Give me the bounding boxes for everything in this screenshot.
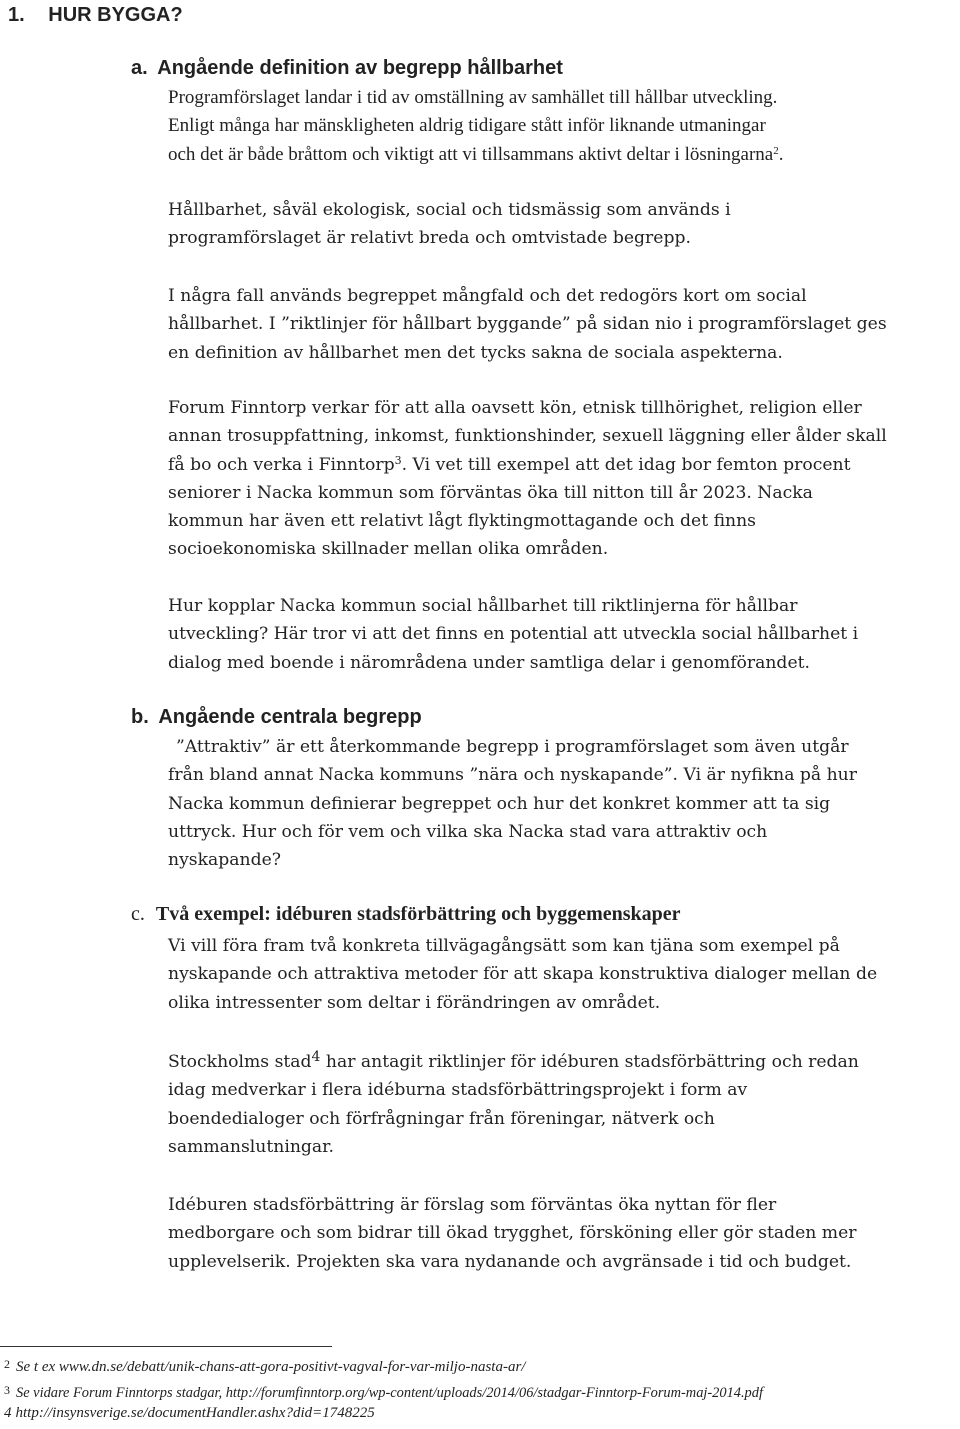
- text-line: ”Attraktiv” är ett återkommande begrepp i programförslaget som även utgår: [176, 737, 849, 757]
- section-a-paragraph-3: [168, 394, 887, 564]
- footnote-text: Se vidare Forum Finntorps stadgar, http://forumfinntorp.org/wp-content/uploads/2014/06/stadgar-Finntorp-Forum-maj-2014.pdf: [16, 1385, 763, 1401]
- section-c-paragraph-3: [168, 1191, 857, 1276]
- footnote-mark: 4: [4, 1405, 12, 1421]
- footnote-mark: 3: [4, 1383, 10, 1397]
- text-line: från bland annat Nacka kommuns ”nära och nyskapande”. Vi är nyfikna på hur: [168, 765, 857, 786]
- text-line: Idéburen stadsförbättring är förslag som förväntas öka nyttan för fler: [168, 1195, 777, 1215]
- section-a-paragraph-1: [168, 196, 731, 253]
- section-b-title: Angående centrala begrepp: [158, 706, 422, 728]
- footnote-mark: 2: [4, 1357, 10, 1371]
- text-line: dialog med boende i närområdena under samtliga delar i genomförandet.: [168, 652, 810, 673]
- section-b-heading: [131, 706, 422, 729]
- heading-number: 1.: [8, 4, 25, 26]
- footnote-ref: 4: [311, 1049, 321, 1065]
- footnote-ref: 3: [394, 453, 402, 467]
- text-line: och det är både bråttom och viktigt att vi tillsammans aktivt deltar i lösningarna$^2$.: [168, 143, 784, 165]
- text-line: Hur kopplar Nacka kommun social hållbarhet till riktlinjerna för hållbar: [168, 596, 798, 616]
- section-c-heading: [131, 903, 681, 926]
- section-c-paragraph-2: [168, 1048, 859, 1161]
- section-a-heading: [131, 57, 563, 80]
- section-c-paragraph-1: [168, 932, 877, 1017]
- text-line: nyskapande?: [168, 850, 281, 871]
- footnote-2: [4, 1357, 525, 1376]
- text-line: annan trosuppfattning, inkomst, funktionshinder, sexuell läggning eller ålder skall: [168, 426, 887, 447]
- footnote-ref: 2: [773, 144, 779, 157]
- footnote-text: Se t ex www.dn.se/debatt/unik-chans-att-gora-positivt-vagval-for-var-miljo-nasta-ar/: [16, 1359, 526, 1375]
- footnote-4: [4, 1405, 375, 1422]
- text-line: I några fall används begreppet mångfald och det redogörs kort om social: [168, 286, 807, 306]
- text-line: Programförslaget landar i tid av omställning av samhället till hållbar utveckling.: [168, 87, 778, 108]
- text-line: kommun har även ett relativt lågt flyktingmottagande och det finns: [168, 511, 757, 532]
- text-line: hållbarhet. I ”riktlinjer för hållbart byggande” på sidan nio i programförslaget ges: [168, 314, 887, 335]
- section-a-paragraph-4: [168, 592, 858, 677]
- heading-title: HUR BYGGA?: [48, 4, 183, 26]
- footnote-3: [4, 1383, 763, 1402]
- text-line: programförslaget är relativt breda och omtvistade begrepp.: [168, 228, 691, 249]
- text-line: medborgare och som bidrar till ökad trygghet, försköning eller gör staden mer: [168, 1223, 857, 1244]
- section-a-intro: [168, 84, 783, 169]
- text-line: Stockholms stad$^4$ har antagit riktlinjer för idéburen stadsförbättring och redan: [168, 1049, 859, 1072]
- page-heading: [8, 4, 183, 27]
- text-line: utveckling? Här tror vi att det finns en potential att utveckla social hållbarhet i: [168, 624, 859, 645]
- text-line: sammanslutningar.: [168, 1136, 334, 1157]
- section-b-paragraph: [168, 733, 857, 874]
- section-b-letter: b.: [131, 706, 149, 728]
- text-line: idag medverkar i flera idéburna stadsförbättringsprojekt i form av: [168, 1080, 748, 1101]
- footnote-text: http://insynsverige.se/documentHandler.ashx?did=1748225: [15, 1405, 375, 1421]
- text-line: upplevelserik. Projekten ska vara nydanande och avgränsade i tid och budget.: [168, 1251, 852, 1272]
- section-a-title: Angående definition av begrepp hållbarhet: [157, 57, 563, 79]
- text-line: Hållbarhet, såväl ekologisk, social och tidsmässig som används i: [168, 200, 731, 220]
- text-line: uttryck. Hur och för vem och vilka ska Nacka stad vara attraktiv och: [168, 821, 768, 842]
- text-line: Forum Finntorp verkar för att alla oavsett kön, etnisk tillhörighet, religion eller: [168, 398, 862, 418]
- footnote-divider: [0, 1346, 332, 1347]
- text-line: olika intressenter som deltar i förändringen av området.: [168, 992, 661, 1013]
- text-line: Enligt många har mänskligheten aldrig tidigare stått inför liknande utmaningar: [168, 115, 766, 137]
- section-c-letter: c.: [131, 903, 145, 925]
- text-line: Vi vill föra fram två konkreta tillvägagångsätt som kan tjäna som exempel på: [168, 936, 840, 956]
- section-a-paragraph-2: [168, 282, 887, 367]
- text-line: seniorer i Nacka kommun som förväntas öka till nitton till år 2023. Nacka: [168, 482, 813, 503]
- text-line: Nacka kommun definierar begreppet och hur det konkret kommer att ta sig: [168, 793, 831, 814]
- text-line: boendedialoger och förfrågningar från föreningar, nätverk och: [168, 1108, 715, 1129]
- section-c-title: Två exempel: idéburen stadsförbättring och byggemenskaper: [155, 903, 681, 925]
- text-line: socioekonomiska skillnader mellan olika områden.: [168, 539, 609, 560]
- text-line: nyskapande och attraktiva metoder för att skapa konstruktiva dialoger mellan de: [168, 964, 878, 985]
- text-line: få bo och verka i Finntorp$^3$. Vi vet till exempel att det idag bor femton procent: [168, 453, 851, 475]
- text-line: en definition av hållbarhet men det tycks sakna de sociala aspekterna.: [168, 342, 783, 363]
- section-a-letter: a.: [131, 57, 148, 79]
